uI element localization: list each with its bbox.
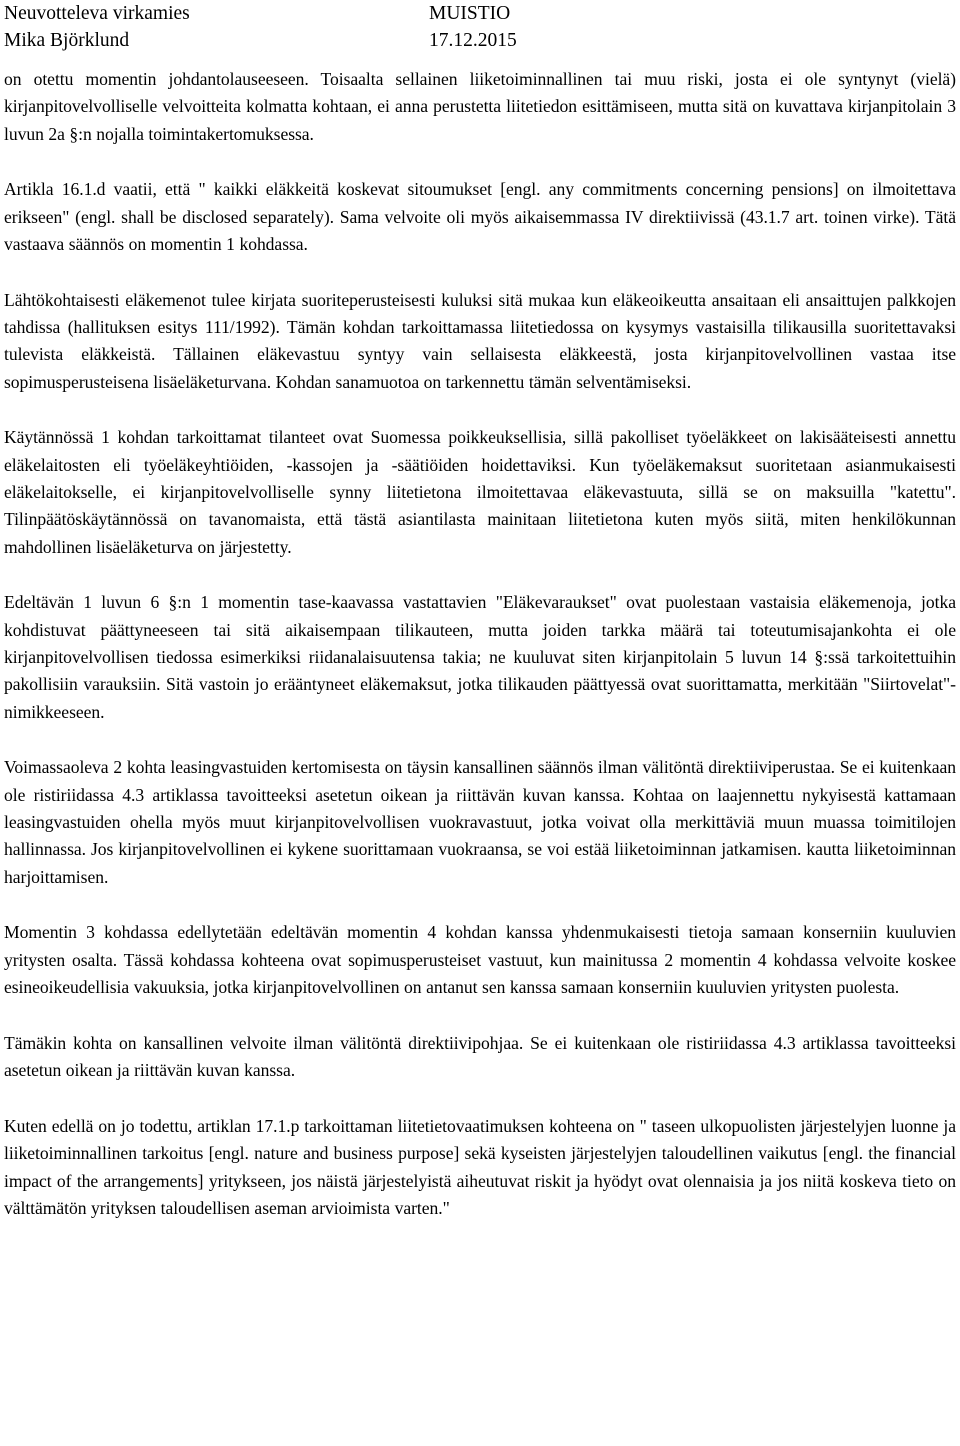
- paragraph-1: on otettu momentin johdantolauseeseen. Toisaalta sellainen liiketoiminnallinen tai muu riski, josta ei ole syntynyt (vielä) kirjanpitovelvolliselle velvoitteita kolmatta kohtaan, ei anna perustetta liitetiedon esittämiseen, mutta sitä on kuvattava kirjanpitolain 3 luvun 2a §:n nojalla toimintakertomuksessa.: [4, 69, 956, 144]
- paragraph-3: Lähtökohtaisesti eläkemenot tulee kirjata suoriteperusteisesti kuluksi sitä mukaa kun eläkeoikeutta ansaitaan eli ansaittujen palkkojen tahdissa (hallituksen esitys 111/1992). Tämän kohdan tarkoittamassa liitetiedossa on kysymys vastaisilla tilikausilla suoritettavaksi tulevista eläkkeistä. Tällainen eläkevastuu syntyy vain sellaisesta eläkkeestä, josta kirjanpitovelvollinen vastaa itse sopimusperusteisena lisäeläketurvana. Kohdan sanamuotoa on tarkennettu tämän selventämiseksi.: [4, 289, 956, 392]
- author-name: Mika Björklund: [4, 30, 130, 51]
- header-row-1: [4, 1, 956, 27]
- paragraph-2: Artikla 16.1.d vaatii, että " kaikki eläkkeitä koskevat sitoumukset [engl. any commitments concerning pensions] on ilmoitettava erikseen" (engl. shall be disclosed separately). Sama velvoite oli myös aikaisemmassa IV direktiivissä (43.1.7 art. toinen virke). Tätä vastaava säännös on momentin 1 kohdassa.: [4, 179, 956, 254]
- author-title: Neuvotteleva virkamies: [4, 3, 190, 24]
- memo-body: [4, 66, 956, 1222]
- document-type: MUISTIO: [429, 3, 511, 24]
- memo-header: [4, 0, 956, 62]
- paragraph-9: Kuten edellä on jo todettu, artiklan 17.1.p tarkoittaman liitetietovaatimuksen kohteena on " taseen ulkopuolisten järjestelyjen luonne ja liiketoiminnallinen tarkoitus [engl. nature and business purpose] sekä kyseisten järjestelyjen taloudellinen vaikutus [engl. the financial impact of the arrangements] yritykseen, jos näistä järjestelyistä aiheutuvat riskit ja hyödyt ovat olennaisia ja jos niitä koskeva tieto on välttämätön yrityksen taloudellisen aseman arvioimista varten.": [4, 1115, 956, 1218]
- memo-page: [4, 0, 956, 1251]
- paragraph-5: Edeltävän 1 luvun 6 §:n 1 momentin tase-kaavassa vastattavien "Eläkevaraukset" ovat puolestaan vastaisia eläkemenoja, jotka kohdistuvat päättyneeseen tai sitä aikaisempaan tilikauteen, mutta joiden tarkka määrä tai toteutumisajankohta ei ole kirjanpitovelvollisen tiedossa esimerkiksi riidanalaisuutensa takia; ne kuuluvat siten kirjanpitolain 5 luvun 14 §:ssä tarkoitettuihin pakollisiin varauksiin. Sitä vastoin jo erääntyneet eläkemaksut, jotka tilikauden päättyessä ovat suorittamatta, merkitään "Siirtovelat"-nimikkeeseen.: [4, 592, 956, 722]
- paragraph-4: Käytännössä 1 kohdan tarkoittamat tilanteet ovat Suomessa poikkeuksellisia, sillä pakolliset työeläkkeet on lakisääteisesti annettu eläkelaitosten eli työeläkeyhtiöiden, -kassojen ja -säätiöiden hoidettaviksi. Kun työeläkemaksut suoritetaan asianmukaisesti eläkelaitokselle, ei kirjanpitovelvolliselle synny liitetietona ilmoitettavaa eläkevastuuta, sillä se on maksuilla "katettu". Tilinpäätöskäytännössä on tavanomaista, että tästä asiantilasta mainitaan liitetietona kuten myös siitä, miten henkilökunnan mahdollinen lisäeläketurva on järjestetty.: [4, 427, 956, 557]
- paragraph-8: Tämäkin kohta on kansallinen velvoite ilman välitöntä direktiivipohjaa. Se ei kuitenkaan ole ristiriidassa 4.3 artiklassa tavoitteeksi asetetun oikean ja riittävän kuvan kanssa.: [4, 1032, 956, 1081]
- paragraph-6: Voimassaoleva 2 kohta leasingvastuiden kertomisesta on täysin kansallinen säännös ilman välitöntä direktiiviperustaa. Se ei kuitenkaan ole ristiriidassa 4.3 artiklassa tavoitteeksi asetetun oikean ja riittävän kuvan kanssa. Kohtaa on laajennettu nykyisestä kattamaan leasingvastuiden ohella myös muut kirjanpitovelvollisen vuokravastuut, jotka voivat olla merkittäviä muun muassa toimitilojen hallinnassa. Jos kirjanpitovelvollinen ei kykene suorittamaan vuokraansa, se voi estää liiketoiminnan jatkamisen. kautta liiketoiminnan harjoittamisen.: [4, 757, 956, 887]
- header-row-2: [4, 28, 956, 54]
- document-date: 17.12.2015: [429, 30, 517, 51]
- paragraph-7: Momentin 3 kohdassa edellytetään edeltävän momentin 4 kohdan kanssa yhdenmukaisesti tietoja samaan konserniin kuuluvien yritysten osalta. Tässä kohdassa kohteena ovat sopimusperusteiset vastuut, kun mainitussa 2 momentin 4 kohdassa velvoite koskee esineoikeudellisia vakuuksia, jotka kirjanpitovelvollinen on antanut sen kanssa samaan konserniin kuuluvien yritysten puolesta.: [4, 922, 956, 998]
